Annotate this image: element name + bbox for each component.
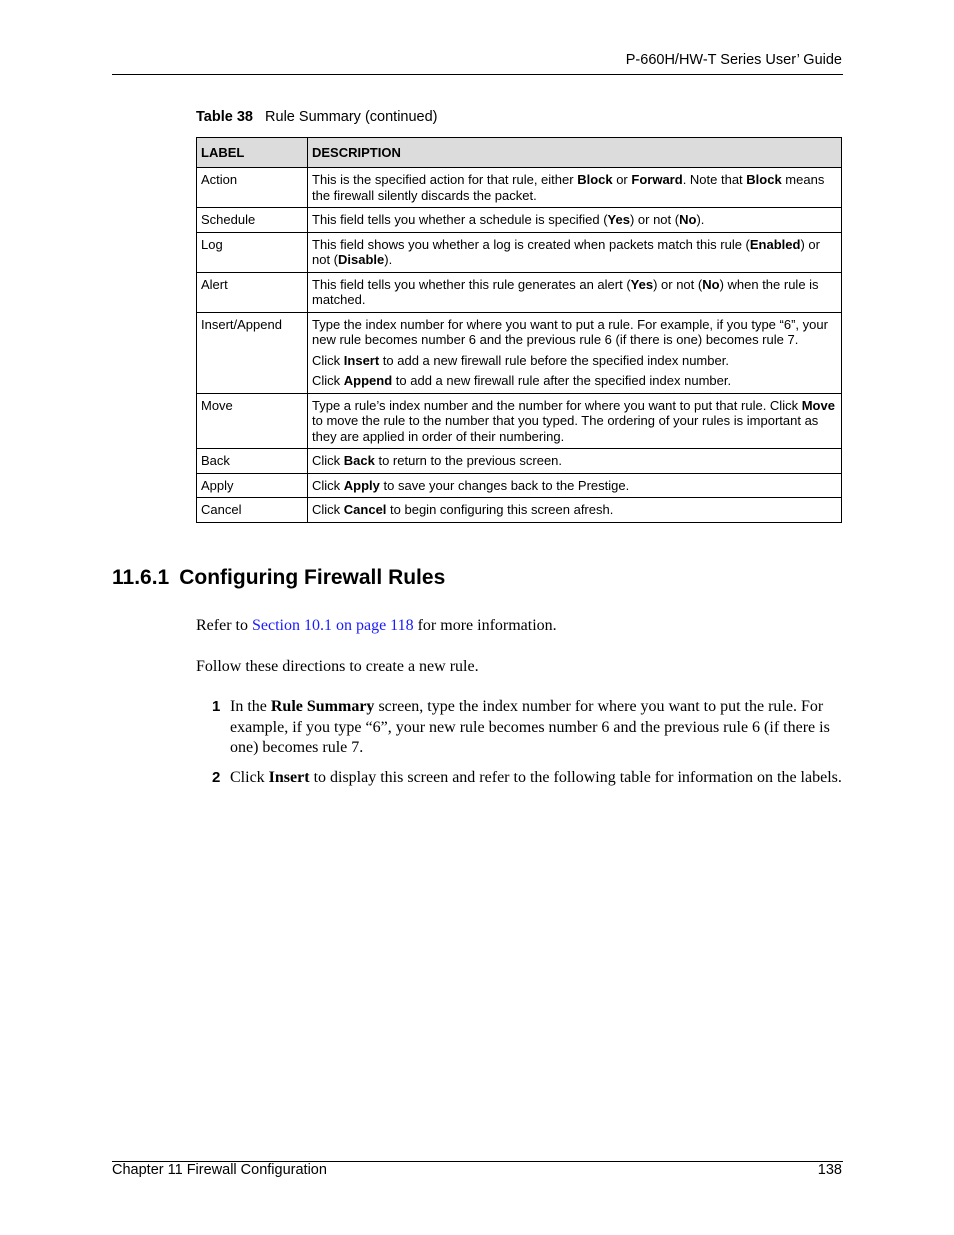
header-divider (112, 74, 843, 75)
table-row (197, 312, 842, 393)
table-caption (196, 109, 438, 125)
text-run: to begin configuring this screen afresh. (386, 502, 614, 517)
section-heading (112, 566, 445, 590)
text-run: to display this screen and refer to the following table for information on the labels. (309, 769, 842, 786)
step-2 (212, 768, 842, 789)
text-run: means the firewall silently discards the packet. (312, 172, 825, 203)
table-row (197, 272, 842, 312)
table-number: Table 38 (196, 109, 253, 125)
step-text (230, 697, 842, 759)
label-column-header: LABEL (197, 138, 308, 168)
table-row (197, 232, 842, 272)
description-paragraph (312, 277, 837, 308)
description-paragraph (312, 172, 837, 203)
refer-prefix: Refer to (196, 617, 252, 634)
bold-term: Disable (338, 252, 385, 267)
section-link[interactable]: Section 10.1 on page 118 (251, 617, 414, 634)
row-description (308, 473, 842, 498)
text-run: Click (312, 502, 344, 517)
refer-suffix: for more information. (413, 617, 557, 634)
table-row (197, 208, 842, 233)
row-label: Insert/Append (197, 312, 308, 393)
text-run: This is the specified action for that rule, either (312, 172, 578, 187)
description-paragraph (312, 502, 837, 518)
text-run: to return to the previous screen. (374, 453, 563, 468)
step-number: 1 (212, 698, 221, 715)
bold-term: Append (343, 373, 393, 388)
text-run: ). (384, 252, 393, 267)
text-run: ) or not ( (629, 212, 680, 227)
description-paragraph (312, 237, 837, 268)
table-title: Rule Summary (continued) (265, 109, 438, 125)
row-label: Action (197, 168, 308, 208)
row-label: Schedule (197, 208, 308, 233)
text-run: In the (230, 698, 271, 715)
table-row (197, 498, 842, 523)
row-description (308, 449, 842, 474)
text-run: or (612, 172, 632, 187)
row-label: Log (197, 232, 308, 272)
running-header-title: P-660H/HW-T Series User’ Guide (625, 52, 842, 68)
text-run: to add a new firewall rule after the specified index number. (392, 373, 732, 388)
row-description (308, 393, 842, 449)
section-title: Configuring Firewall Rules (179, 566, 446, 589)
row-description (308, 208, 842, 233)
row-description (308, 168, 842, 208)
table-header-row (197, 138, 842, 168)
text-run: to add a new firewall rule before the specified index number. (379, 352, 729, 368)
description-paragraph (312, 353, 837, 369)
bold-term: Rule Summary (270, 698, 375, 715)
follow-paragraph: Follow these directions to create a new rule. (196, 658, 479, 675)
step-text (230, 768, 842, 789)
bold-term: No (702, 276, 720, 292)
text-run: This field tells you whether a schedule is specified ( (312, 212, 608, 227)
bold-term: Back (343, 453, 375, 468)
text-run: This field tells you whether this rule generates an alert ( (312, 276, 631, 292)
text-run: ). (696, 212, 705, 227)
description-paragraph (312, 212, 837, 228)
row-label: Move (197, 393, 308, 449)
step-1 (212, 697, 842, 759)
rule-summary-table (196, 137, 842, 523)
bold-term: No (679, 212, 697, 227)
text-run: to save your changes back to the Prestige. (379, 477, 630, 493)
row-description (308, 272, 842, 312)
text-run: Click (312, 373, 344, 388)
row-label: Alert (197, 272, 308, 312)
text-run: Click (230, 769, 269, 786)
section-number: 11.6.1 (112, 566, 170, 589)
table-row (197, 473, 842, 498)
text-run: to move the rule to the number that you typed. The ordering of your rules is important as they are applied in order of their numbering. (312, 413, 819, 444)
bold-term: Block (577, 172, 613, 187)
row-label: Cancel (197, 498, 308, 523)
bold-term: Enabled (749, 236, 801, 252)
footer-page-number: 138 (817, 1162, 842, 1178)
table-row (197, 449, 842, 474)
bold-term: Apply (343, 477, 380, 493)
text-run: Type a rule’s index number and the number for where you want to put that rule. Click (312, 397, 802, 413)
description-paragraph (312, 478, 837, 494)
footer-chapter: Chapter 11 Firewall Configuration (112, 1162, 327, 1178)
text-run: Click (312, 453, 344, 468)
table-row (197, 393, 842, 449)
bold-term: Insert (268, 769, 310, 786)
row-description (308, 312, 842, 393)
step-number: 2 (212, 769, 221, 786)
description-paragraph (312, 317, 837, 348)
description-paragraph (312, 398, 837, 445)
row-description (308, 498, 842, 523)
text-run: screen, type the index number for where you want to put the rule. For example, if you type “6”, your new rule becomes number 6 and the previous rule 6 (if there is one) becomes rule 7. (230, 698, 830, 756)
description-column-header: DESCRIPTION (308, 138, 842, 168)
text-run: This field shows you whether a log is created when packets match this rule ( (312, 236, 750, 252)
text-run: Type the index number for where you want to put a rule. For example, if you type “6”, your new rule becomes number 6 and the previous rule 6 (if there is one) becomes rule 7. (312, 316, 828, 347)
text-run: ) when the rule is matched. (312, 276, 819, 307)
text-run: ) or not ( (653, 276, 703, 292)
description-paragraph (312, 373, 837, 389)
row-label: Apply (197, 473, 308, 498)
row-description (308, 232, 842, 272)
text-run: Click (312, 477, 344, 493)
bold-term: Block (746, 172, 782, 187)
table-body (197, 168, 842, 523)
row-label: Back (197, 449, 308, 474)
description-paragraph (312, 453, 837, 469)
bold-term: Forward (631, 172, 683, 187)
text-run: ) or not ( (312, 236, 820, 267)
table-row (197, 168, 842, 208)
bold-term: Insert (343, 352, 380, 368)
bold-term: Yes (630, 276, 654, 292)
bold-term: Move (801, 397, 835, 413)
text-run: . Note that (682, 172, 747, 187)
bold-term: Cancel (343, 502, 387, 517)
refer-paragraph (196, 616, 557, 636)
text-run: Click (312, 352, 344, 368)
bold-term: Yes (607, 212, 630, 227)
